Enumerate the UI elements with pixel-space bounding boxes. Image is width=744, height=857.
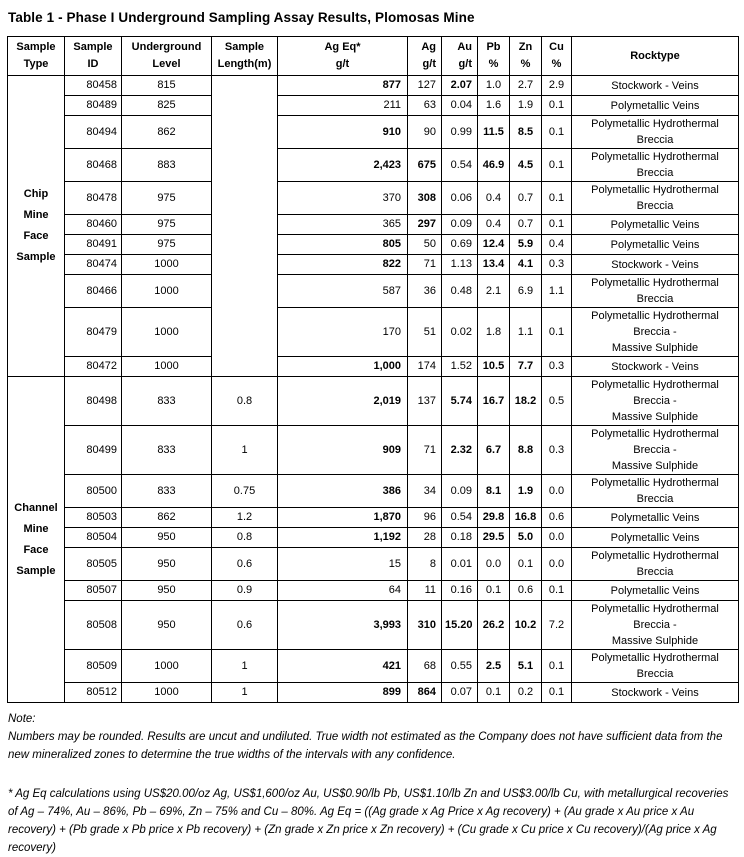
ag-eq-cell: 2,019 — [278, 377, 408, 426]
rocktype-text: Stockwork - Veins — [611, 258, 699, 271]
id-cell: 80494 — [65, 116, 122, 149]
table-row — [8, 581, 739, 601]
au-cell: 0.06 — [442, 182, 478, 215]
rocktype-cell — [572, 528, 739, 548]
zn-cell: 7.7 — [510, 357, 542, 377]
column-header-cu — [542, 37, 572, 76]
id-cell: 80500 — [65, 475, 122, 508]
level-cell: 975 — [122, 215, 212, 235]
rocktype-cell — [572, 96, 739, 116]
ag-eq-cell: 170 — [278, 308, 408, 357]
rocktype-cell — [572, 357, 739, 377]
pb-cell: 0.1 — [478, 683, 510, 703]
ag-cell: 50 — [408, 235, 442, 255]
id-cell: 80458 — [65, 76, 122, 96]
length-cell: 1 — [212, 683, 278, 703]
length-cell: 1.2 — [212, 508, 278, 528]
pb-cell: 1.6 — [478, 96, 510, 116]
level-cell: 833 — [122, 426, 212, 475]
rocktype-text: Polymetallic Hydrothermal Breccia — [591, 277, 719, 305]
ag-cell: 96 — [408, 508, 442, 528]
column-header-ag-eq — [278, 37, 408, 76]
rocktype-cell — [572, 683, 739, 703]
column-header-level — [122, 37, 212, 76]
rocktype-cell — [572, 548, 739, 581]
ag-cell: 310 — [408, 601, 442, 650]
note-body: Numbers may be rounded. Results are uncut and undiluted. True width not estimated as the Company does not have sufficient data from the new mineralized zones to determine the true widths of the intervals with any confidence. — [8, 731, 723, 761]
ag-cell: 68 — [408, 650, 442, 683]
rocktype-cell — [572, 581, 739, 601]
table-row — [8, 235, 739, 255]
rocktype-text: Polymetallic Hydrothermal Breccia — [591, 550, 719, 578]
zn-cell: 18.2 — [510, 377, 542, 426]
zn-cell: 5.0 — [510, 528, 542, 548]
cu-cell: 0.4 — [542, 235, 572, 255]
level-cell: 815 — [122, 76, 212, 96]
zn-cell: 0.7 — [510, 182, 542, 215]
ag-eq-cell: 370 — [278, 182, 408, 215]
zn-cell: 8.5 — [510, 116, 542, 149]
zn-cell: 0.6 — [510, 581, 542, 601]
level-cell: 950 — [122, 601, 212, 650]
level-cell: 1000 — [122, 650, 212, 683]
table-row — [8, 377, 739, 426]
level-cell: 950 — [122, 548, 212, 581]
column-header-type — [8, 37, 65, 76]
rocktype-text: Polymetallic Hydrothermal Breccia — [591, 118, 719, 146]
length-cell: 0.9 — [212, 581, 278, 601]
column-header-pb — [478, 37, 510, 76]
ag-cell: 11 — [408, 581, 442, 601]
length-cell: 0.8 — [212, 528, 278, 548]
ag-cell: 127 — [408, 76, 442, 96]
column-header-text: Length(m) — [217, 58, 272, 70]
cu-cell: 0.3 — [542, 357, 572, 377]
table-row — [8, 357, 739, 377]
rocktype-text: Polymetallic Veins — [610, 511, 700, 524]
cu-cell: 0.0 — [542, 528, 572, 548]
au-cell: 0.54 — [442, 149, 478, 182]
column-header-text: Ag — [421, 41, 436, 53]
table-row — [8, 182, 739, 215]
pb-cell: 29.5 — [478, 528, 510, 548]
ag-cell: 308 — [408, 182, 442, 215]
ag-eq-cell: 877 — [278, 76, 408, 96]
zn-cell: 8.8 — [510, 426, 542, 475]
column-header-rocktype — [572, 37, 739, 76]
ag-eq-cell: 910 — [278, 116, 408, 149]
table-row — [8, 548, 739, 581]
pb-cell: 6.7 — [478, 426, 510, 475]
zn-cell: 2.7 — [510, 76, 542, 96]
rocktype-cell — [572, 650, 739, 683]
column-header-length — [212, 37, 278, 76]
level-cell: 1000 — [122, 255, 212, 275]
pb-cell: 2.1 — [478, 275, 510, 308]
zn-cell: 5.1 — [510, 650, 542, 683]
sample-type-word: Chip — [23, 188, 49, 200]
id-cell: 80503 — [65, 508, 122, 528]
pb-cell: 8.1 — [478, 475, 510, 508]
pb-cell: 12.4 — [478, 235, 510, 255]
au-cell: 0.02 — [442, 308, 478, 357]
column-header-text: % — [551, 58, 562, 70]
cu-cell: 2.9 — [542, 76, 572, 96]
pb-cell: 26.2 — [478, 601, 510, 650]
pb-cell: 13.4 — [478, 255, 510, 275]
au-cell: 0.48 — [442, 275, 478, 308]
pb-cell: 0.4 — [478, 182, 510, 215]
ag-cell: 51 — [408, 308, 442, 357]
ag-eq-cell: 386 — [278, 475, 408, 508]
table-row — [8, 215, 739, 235]
rocktype-cell — [572, 508, 739, 528]
ag-cell: 71 — [408, 255, 442, 275]
rocktype-text: Polymetallic Hydrothermal Breccia — [591, 151, 719, 179]
pb-cell: 0.1 — [478, 581, 510, 601]
ag-cell: 90 — [408, 116, 442, 149]
cu-cell: 0.1 — [542, 149, 572, 182]
rocktype-text: Massive Sulphide — [611, 411, 699, 423]
zn-cell: 10.2 — [510, 601, 542, 650]
au-cell: 0.55 — [442, 650, 478, 683]
assay-results-table — [7, 36, 739, 703]
note-label: Note: — [8, 713, 36, 725]
ag-eq-cell: 899 — [278, 683, 408, 703]
column-header-text: Zn — [518, 41, 533, 53]
column-header-text: ID — [87, 58, 99, 70]
zn-cell: 16.8 — [510, 508, 542, 528]
rocktype-text: Polymetallic Veins — [610, 584, 700, 597]
cu-cell: 0.1 — [542, 683, 572, 703]
id-cell: 80474 — [65, 255, 122, 275]
length-cell: 0.6 — [212, 548, 278, 581]
zn-cell: 0.2 — [510, 683, 542, 703]
ag-cell: 864 — [408, 683, 442, 703]
au-cell: 0.18 — [442, 528, 478, 548]
column-header-text: Sample — [224, 41, 265, 53]
id-cell: 80499 — [65, 426, 122, 475]
au-cell: 0.04 — [442, 96, 478, 116]
zn-cell: 4.1 — [510, 255, 542, 275]
sample-type-word: Mine — [23, 522, 49, 535]
zn-cell: 5.9 — [510, 235, 542, 255]
zn-cell: 1.1 — [510, 308, 542, 357]
rocktype-cell — [572, 601, 739, 650]
id-cell: 80508 — [65, 601, 122, 650]
ag-eq-cell: 1,192 — [278, 528, 408, 548]
ag-cell: 28 — [408, 528, 442, 548]
pb-cell: 2.5 — [478, 650, 510, 683]
au-cell: 1.13 — [442, 255, 478, 275]
pb-cell: 1.0 — [478, 76, 510, 96]
cu-cell: 0.1 — [542, 308, 572, 357]
au-cell: 0.99 — [442, 116, 478, 149]
au-cell: 0.07 — [442, 683, 478, 703]
level-cell: 1000 — [122, 357, 212, 377]
ag-cell: 34 — [408, 475, 442, 508]
ag-eq-cell: 15 — [278, 548, 408, 581]
rocktype-text: Polymetallic Veins — [610, 238, 700, 251]
pb-cell: 1.8 — [478, 308, 510, 357]
rocktype-text: Polymetallic Veins — [610, 99, 700, 112]
sample-type-word: Face — [23, 230, 49, 242]
level-cell: 862 — [122, 116, 212, 149]
length-cell: 1 — [212, 650, 278, 683]
au-cell: 0.09 — [442, 475, 478, 508]
cu-cell: 0.3 — [542, 426, 572, 475]
au-cell: 0.01 — [442, 548, 478, 581]
column-header-text: Sample — [73, 41, 113, 53]
ag-eq-cell: 1,870 — [278, 508, 408, 528]
column-header-id — [65, 37, 122, 76]
id-cell: 80507 — [65, 581, 122, 601]
ag-eq-cell: 421 — [278, 650, 408, 683]
ag-eq-cell: 1,000 — [278, 357, 408, 377]
cu-cell: 0.1 — [542, 215, 572, 235]
ag-eq-cell: 587 — [278, 275, 408, 308]
pb-cell: 16.7 — [478, 377, 510, 426]
sample-type-word: Sample — [16, 564, 56, 577]
au-cell: 1.52 — [442, 357, 478, 377]
table-row — [8, 683, 739, 703]
cu-cell: 0.1 — [542, 96, 572, 116]
zn-cell: 6.9 — [510, 275, 542, 308]
cu-cell: 0.1 — [542, 650, 572, 683]
au-cell: 0.16 — [442, 581, 478, 601]
cu-cell: 0.0 — [542, 475, 572, 508]
id-cell: 80466 — [65, 275, 122, 308]
length-cell: 1 — [212, 426, 278, 475]
rocktype-text: Stockwork - Veins — [611, 686, 699, 699]
table-header-row — [8, 37, 739, 76]
ag-cell: 137 — [408, 377, 442, 426]
au-cell: 2.07 — [442, 76, 478, 96]
ag-eq-cell: 909 — [278, 426, 408, 475]
cu-cell: 7.2 — [542, 601, 572, 650]
table-row — [8, 76, 739, 96]
pb-cell: 29.8 — [478, 508, 510, 528]
table-row — [8, 601, 739, 650]
rocktype-text: Massive Sulphide — [611, 635, 699, 647]
table-row — [8, 255, 739, 275]
rocktype-text: Polymetallic Hydrothermal Breccia - — [591, 379, 719, 407]
rocktype-text: Polymetallic Hydrothermal Breccia — [591, 652, 719, 680]
rocktype-cell — [572, 426, 739, 475]
rocktype-cell — [572, 215, 739, 235]
rocktype-text: Polymetallic Hydrothermal Breccia — [591, 184, 719, 212]
pb-cell: 10.5 — [478, 357, 510, 377]
column-header-text: Sample — [16, 41, 56, 53]
ag-eq-cell: 365 — [278, 215, 408, 235]
length-cell: 0.6 — [212, 601, 278, 650]
ag-cell: 8 — [408, 548, 442, 581]
rocktype-text: Polymetallic Veins — [610, 218, 700, 231]
column-header-text: Underground — [131, 41, 202, 53]
table-row — [8, 116, 739, 149]
cu-cell: 0.5 — [542, 377, 572, 426]
column-header-text: g/t — [422, 58, 436, 70]
level-cell: 883 — [122, 149, 212, 182]
column-header-text: % — [520, 58, 531, 70]
table-row — [8, 96, 739, 116]
level-cell: 833 — [122, 377, 212, 426]
id-cell: 80504 — [65, 528, 122, 548]
rocktype-cell — [572, 76, 739, 96]
rocktype-cell — [572, 275, 739, 308]
table-row — [8, 508, 739, 528]
rocktype-text: Stockwork - Veins — [611, 360, 699, 373]
level-cell: 833 — [122, 475, 212, 508]
column-header-text: Pb — [486, 41, 501, 53]
id-cell: 80509 — [65, 650, 122, 683]
sample-type-word: Face — [23, 543, 49, 556]
id-cell: 80460 — [65, 215, 122, 235]
ag-cell: 71 — [408, 426, 442, 475]
id-cell: 80498 — [65, 377, 122, 426]
au-cell: 15.20 — [442, 601, 478, 650]
pb-cell: 11.5 — [478, 116, 510, 149]
column-header-text: Rocktype — [630, 49, 680, 62]
rocktype-cell — [572, 255, 739, 275]
id-cell: 80478 — [65, 182, 122, 215]
level-cell: 950 — [122, 528, 212, 548]
pb-cell: 0.4 — [478, 215, 510, 235]
length-cell: 0.8 — [212, 377, 278, 426]
sample-type-cell — [8, 377, 65, 703]
ag-eq-cell: 3,993 — [278, 601, 408, 650]
sample-type-word: Sample — [16, 251, 56, 263]
id-cell: 80489 — [65, 96, 122, 116]
level-cell: 950 — [122, 581, 212, 601]
column-header-zn — [510, 37, 542, 76]
rocktype-text: Polymetallic Hydrothermal Breccia - — [591, 603, 719, 631]
rocktype-cell — [572, 116, 739, 149]
ag-eq-cell: 822 — [278, 255, 408, 275]
sample-type-word: Channel — [14, 501, 58, 514]
zn-cell: 0.1 — [510, 548, 542, 581]
column-header-text: Type — [23, 58, 49, 70]
ag-eq-footnote: * Ag Eq calculations using US$20.00/oz Ag, US$1,600/oz Au, US$0.90/lb Pb, US$1.10/lb Zn and US$3.00/lb Cu, with metallurgical recoveries of Ag – 74%, Au – 86%, Pb – 69%, Zn – 75% and Cu – 80%. Ag Eq = ((Ag grade x Ag Price x Ag recovery) + (Au grade x Au price x Au recovery) + (Pb grade x Pb price x Pb recovery) + (Zn grade x Zn price x Zn recovery) + (Cu grade x Cu price x Cu recovery)/(Ag price x Ag recovery) — [8, 788, 729, 854]
id-cell: 80512 — [65, 683, 122, 703]
level-cell: 975 — [122, 182, 212, 215]
table-row — [8, 528, 739, 548]
column-header-text: % — [488, 58, 499, 70]
ag-cell: 36 — [408, 275, 442, 308]
rocktype-text: Polymetallic Hydrothermal Breccia - — [591, 428, 719, 456]
level-cell: 1000 — [122, 308, 212, 357]
rocktype-text: Polymetallic Veins — [610, 531, 700, 544]
column-header-text: Cu — [549, 41, 564, 53]
rocktype-cell — [572, 182, 739, 215]
table-row — [8, 275, 739, 308]
rocktype-cell — [572, 308, 739, 357]
cu-cell: 0.3 — [542, 255, 572, 275]
level-cell: 1000 — [122, 275, 212, 308]
ag-eq-cell: 211 — [278, 96, 408, 116]
ag-cell: 297 — [408, 215, 442, 235]
cu-cell: 0.0 — [542, 548, 572, 581]
rocktype-cell — [572, 377, 739, 426]
cu-cell: 0.1 — [542, 116, 572, 149]
ag-cell: 63 — [408, 96, 442, 116]
id-cell: 80479 — [65, 308, 122, 357]
level-cell: 1000 — [122, 683, 212, 703]
pb-cell: 46.9 — [478, 149, 510, 182]
table-row — [8, 475, 739, 508]
zn-cell: 4.5 — [510, 149, 542, 182]
column-header-ag — [408, 37, 442, 76]
rocktype-cell — [572, 149, 739, 182]
table-row — [8, 149, 739, 182]
rocktype-text: Massive Sulphide — [611, 342, 699, 354]
level-cell: 862 — [122, 508, 212, 528]
rocktype-text: Massive Sulphide — [611, 460, 699, 472]
au-cell: 0.54 — [442, 508, 478, 528]
au-cell: 5.74 — [442, 377, 478, 426]
level-cell: 825 — [122, 96, 212, 116]
id-cell: 80505 — [65, 548, 122, 581]
column-header-text: Ag Eq* — [324, 41, 361, 53]
column-header-text: Au — [457, 41, 472, 53]
table-row — [8, 650, 739, 683]
column-header-au — [442, 37, 478, 76]
zn-cell: 0.7 — [510, 215, 542, 235]
ag-cell: 675 — [408, 149, 442, 182]
table-title: Table 1 - Phase I Underground Sampling Assay Results, Plomosas Mine — [8, 10, 475, 25]
rocktype-text: Polymetallic Hydrothermal Breccia — [591, 477, 719, 505]
zn-cell: 1.9 — [510, 96, 542, 116]
id-cell: 80468 — [65, 149, 122, 182]
column-header-text: Level — [152, 58, 181, 70]
rocktype-text: Stockwork - Veins — [611, 79, 699, 92]
cu-cell: 0.1 — [542, 581, 572, 601]
sample-type-cell — [8, 76, 65, 377]
rocktype-cell — [572, 475, 739, 508]
rocktype-text: Polymetallic Hydrothermal Breccia - — [591, 310, 719, 338]
au-cell: 2.32 — [442, 426, 478, 475]
cu-cell: 1.1 — [542, 275, 572, 308]
rocktype-cell — [572, 235, 739, 255]
sample-type-word: Mine — [23, 209, 49, 221]
au-cell: 0.69 — [442, 235, 478, 255]
column-header-text: g/t — [458, 58, 472, 70]
column-header-text: g/t — [335, 58, 350, 70]
zn-cell: 1.9 — [510, 475, 542, 508]
cu-cell: 0.1 — [542, 182, 572, 215]
length-cell: 0.75 — [212, 475, 278, 508]
id-cell: 80472 — [65, 357, 122, 377]
ag-eq-cell: 805 — [278, 235, 408, 255]
id-cell: 80491 — [65, 235, 122, 255]
table-row — [8, 308, 739, 357]
ag-cell: 174 — [408, 357, 442, 377]
sample-length-merged-empty-cell — [212, 76, 278, 377]
table-row — [8, 426, 739, 475]
level-cell: 975 — [122, 235, 212, 255]
ag-eq-cell: 64 — [278, 581, 408, 601]
cu-cell: 0.6 — [542, 508, 572, 528]
notes-section — [8, 710, 737, 764]
ag-eq-cell: 2,423 — [278, 149, 408, 182]
pb-cell: 0.0 — [478, 548, 510, 581]
au-cell: 0.09 — [442, 215, 478, 235]
